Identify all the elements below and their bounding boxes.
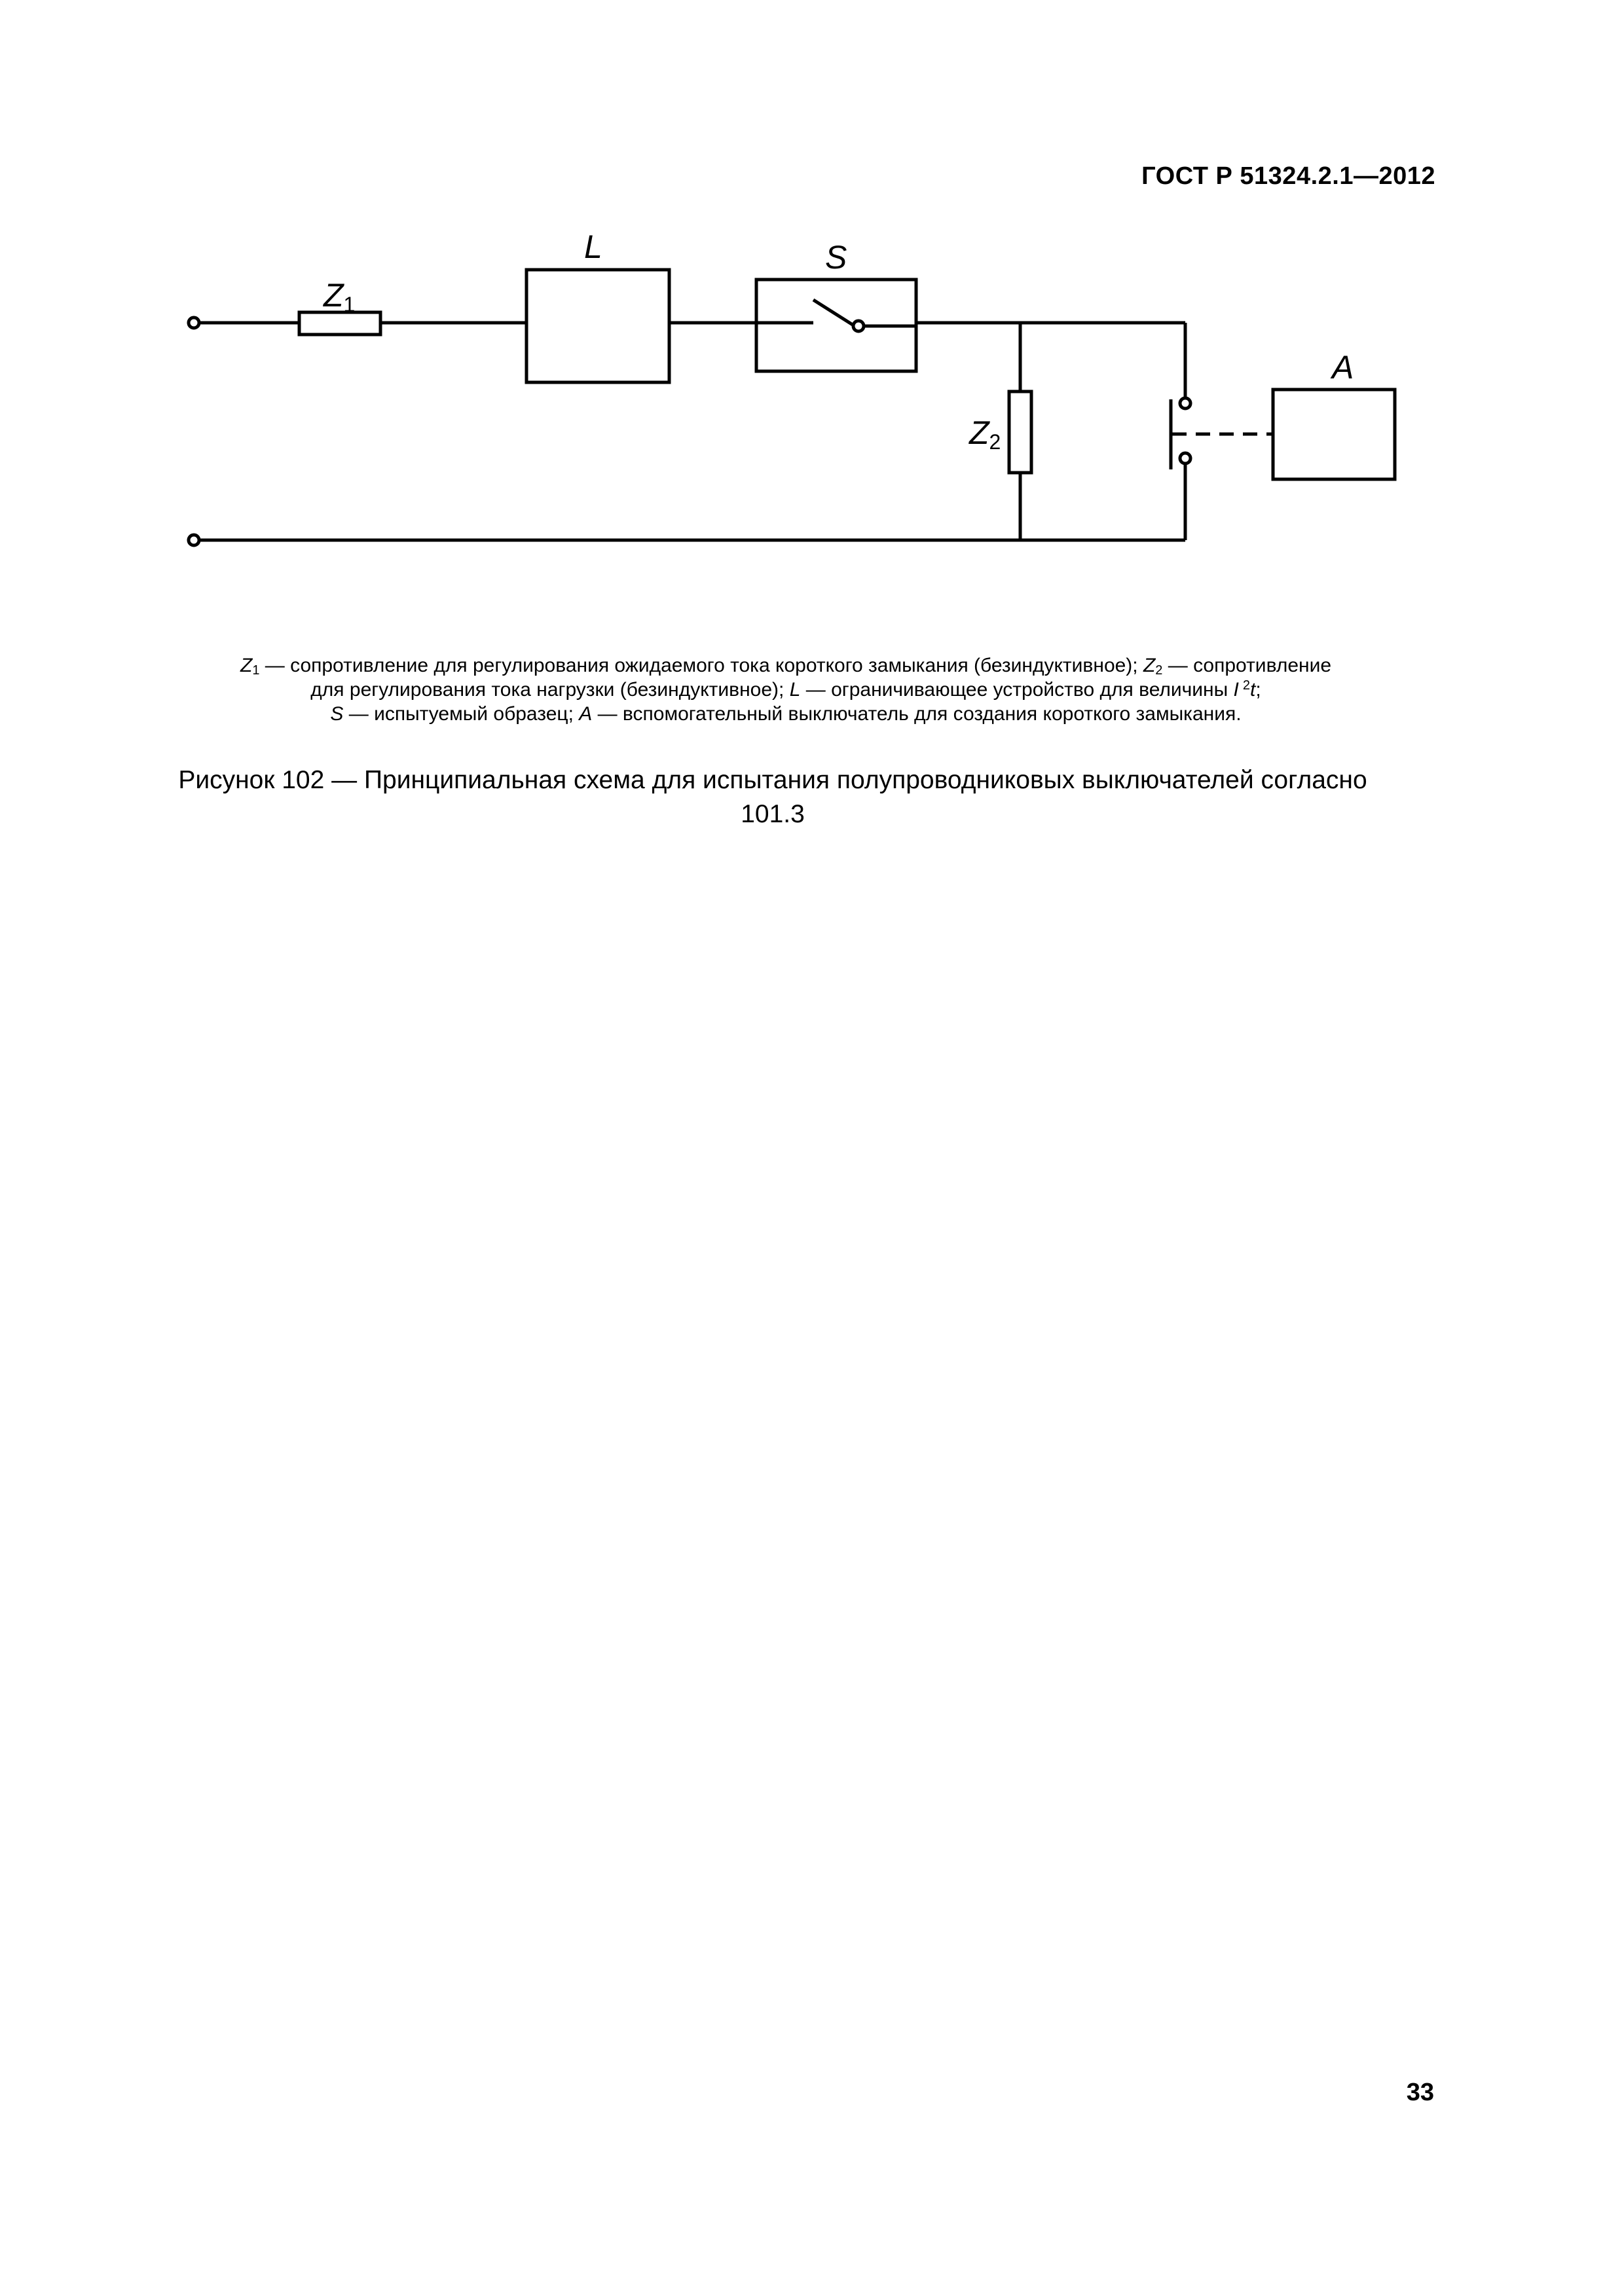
aux-switch-contact-bottom: [1180, 453, 1190, 464]
label-s: S: [825, 239, 847, 276]
document-standard-header: ГОСТ Р 51324.2.1—2012: [1141, 162, 1435, 190]
resistor-z2: [1009, 392, 1031, 473]
switch-s-contact: [853, 321, 864, 331]
limiter-l-box: [526, 270, 669, 382]
label-a: A: [1332, 349, 1354, 386]
circuit-schematic: [0, 0, 1624, 589]
caption-line-1: Рисунок 102 — Принципиальная схема для испытания полупроводниковых выключателей согласно: [178, 766, 1367, 794]
page-number: 33: [1406, 2079, 1434, 2106]
terminal-top-left: [189, 318, 199, 328]
auxiliary-switch-a-box: [1273, 390, 1395, 479]
label-z1: Z1: [323, 277, 356, 316]
aux-switch-contact-top: [1180, 398, 1190, 409]
legend-line-3: S — испытуемый образец; A — вспомогательный выключатель для создания короткого замыкания.: [330, 703, 1242, 725]
label-l: L: [584, 228, 602, 265]
label-z2: Z2: [969, 414, 1001, 454]
caption-line-2: 101.3: [741, 800, 805, 828]
resistor-z1: [299, 312, 380, 335]
legend-line-1: $Z_1$ — сопротивление для регулирования ожидаемого тока короткого замыкания (безиндуктивное); $Z_2$ — сопротивление: [240, 655, 1332, 678]
switch-s-blade: [813, 300, 853, 325]
legend-line-2: для регулирования тока нагрузки (безиндуктивное); L — ограничивающее устройство для величины I $^2$t;: [310, 678, 1261, 701]
terminal-bottom-left: [189, 535, 199, 545]
figure-legend: [164, 653, 1408, 726]
figure-caption: [98, 763, 1447, 831]
